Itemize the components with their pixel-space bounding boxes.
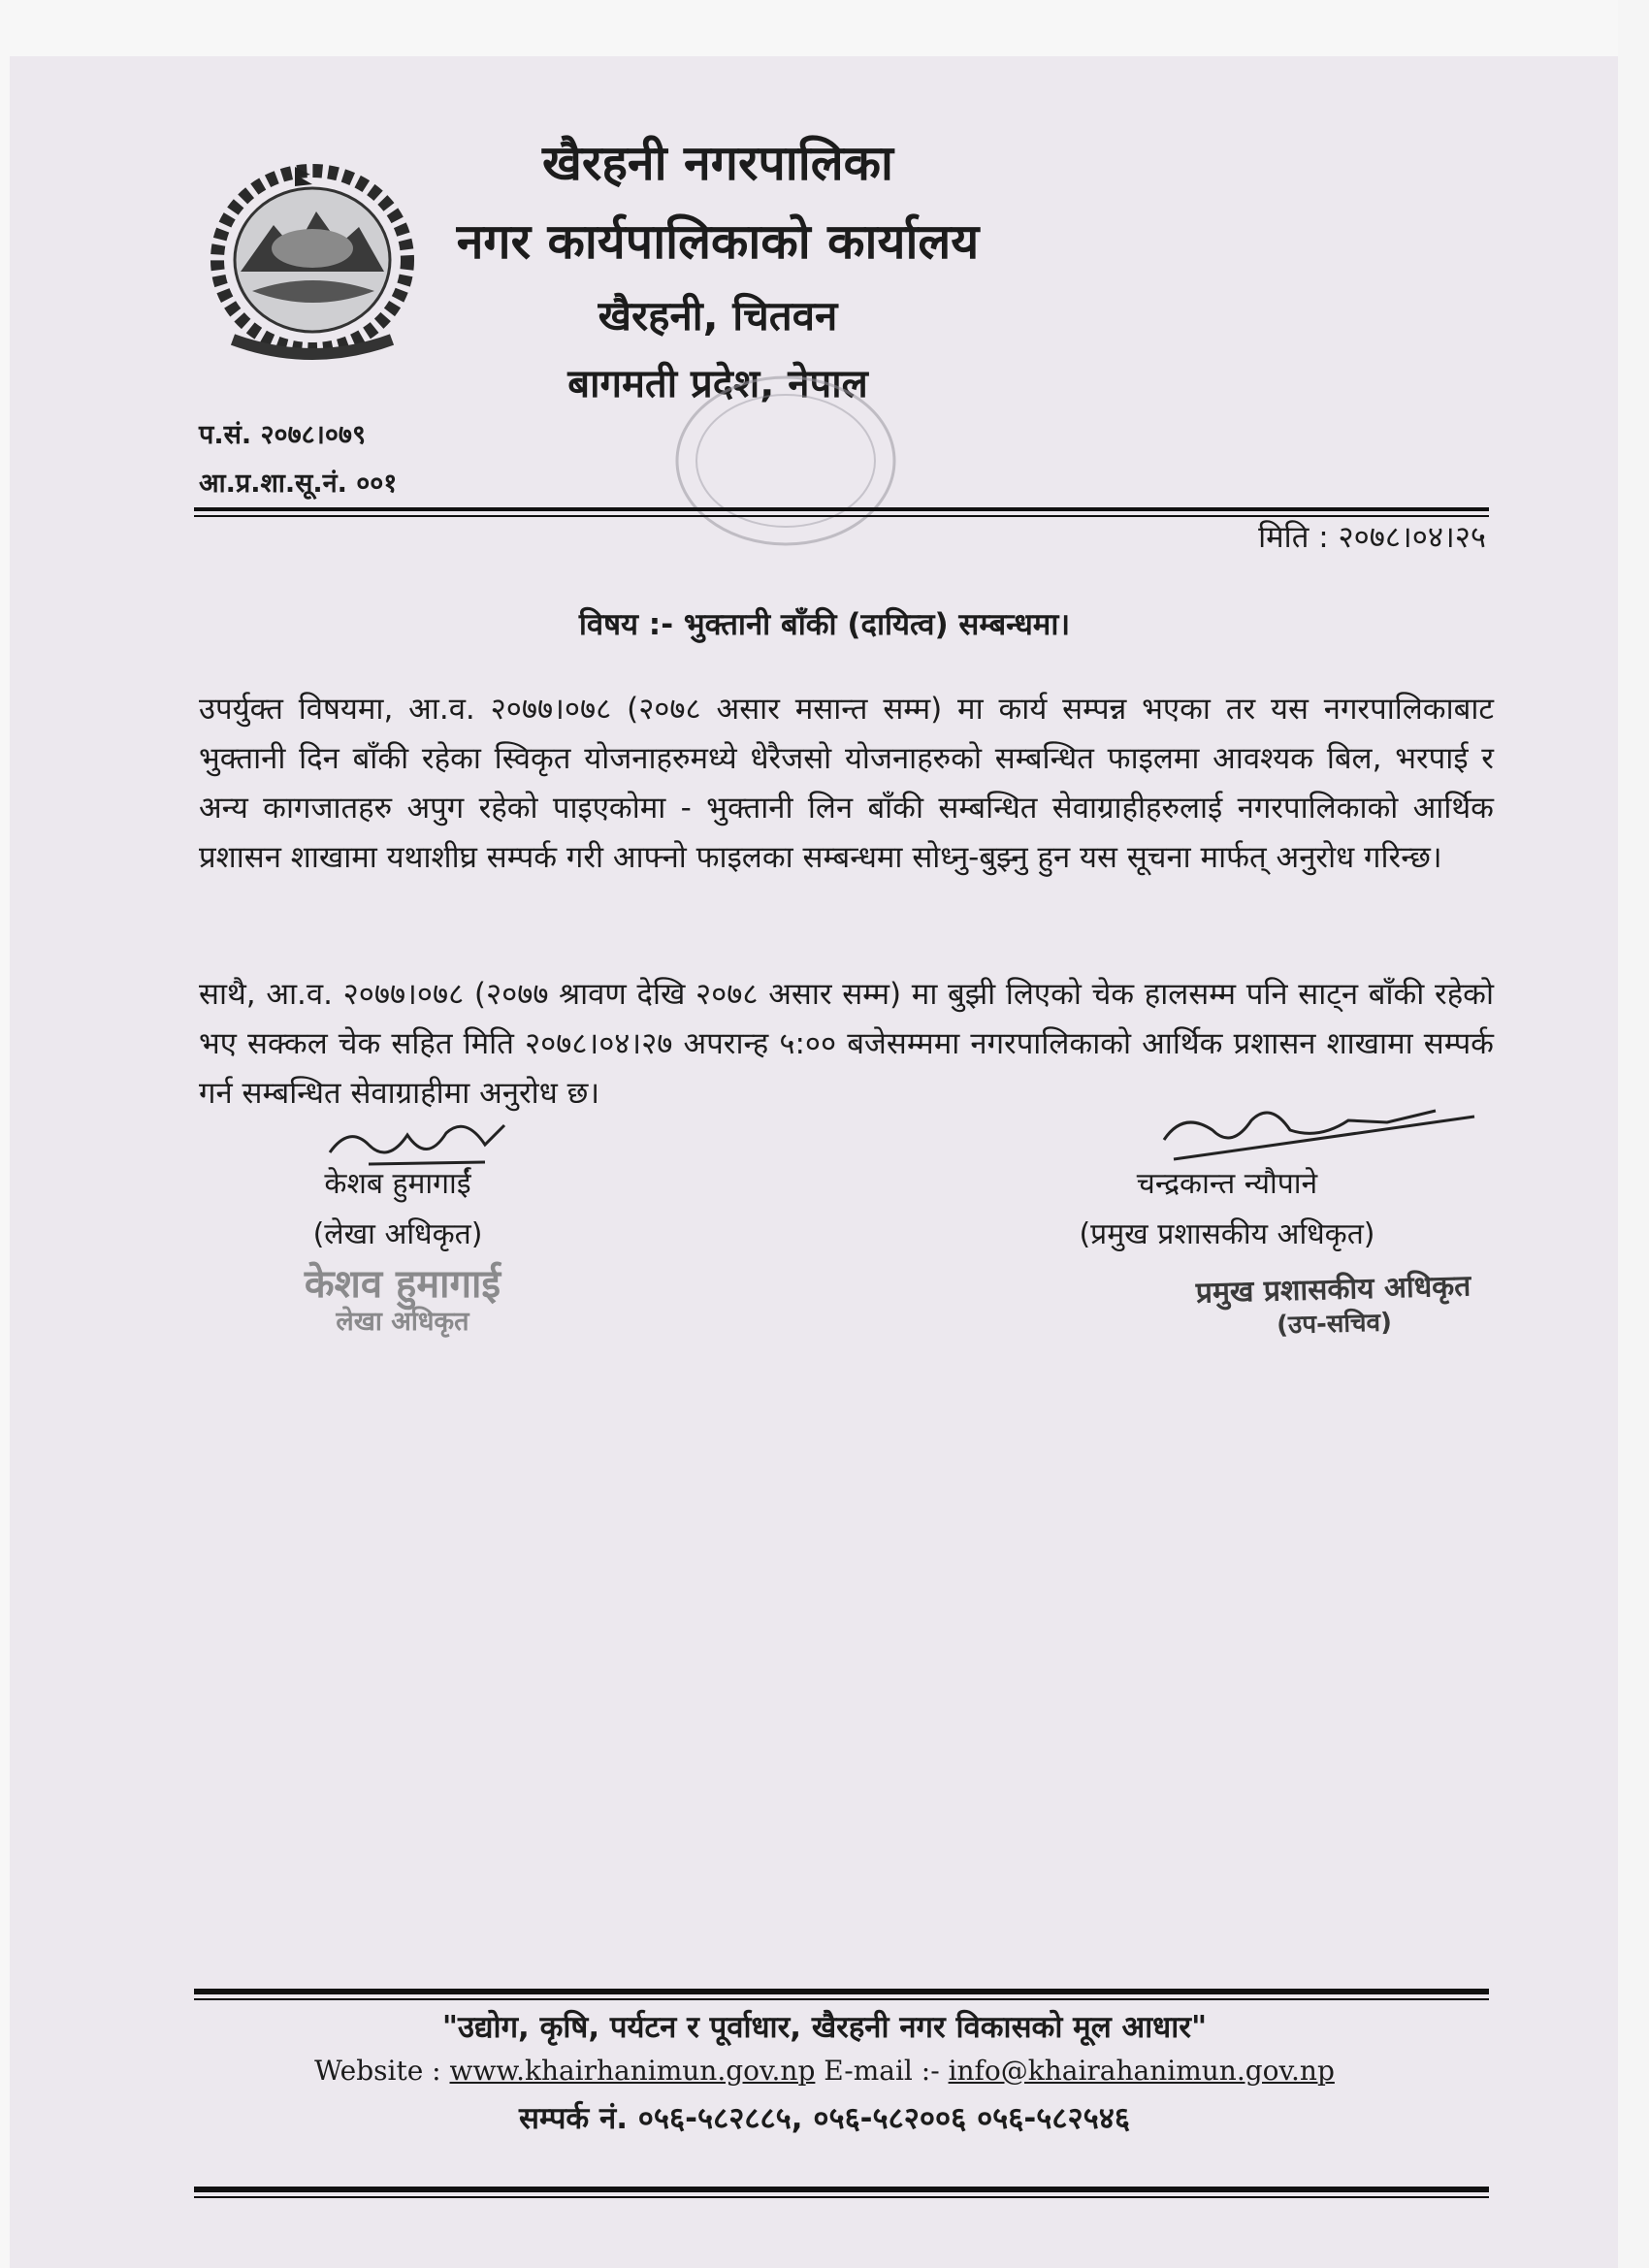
- org-name: खैरहनी नगरपालिका: [542, 135, 893, 191]
- signatory-right: [1043, 1159, 1411, 1260]
- website-label: Website :: [314, 2055, 450, 2087]
- stamp-right-subtitle: (उप-सचिव): [1276, 1308, 1393, 1341]
- province-country: बागमती प्रदेश, नेपाल: [567, 362, 868, 406]
- email-label: E-mail :-: [815, 2055, 949, 2087]
- website-link[interactable]: www.khairhanimun.gov.np: [449, 2055, 816, 2087]
- email-link[interactable]: info@khairahanimun.gov.np: [948, 2055, 1335, 2087]
- footer-contact-web: [0, 2055, 1649, 2087]
- stamp-left-title: लेखा अधिकृत: [336, 1307, 469, 1337]
- signatory-left-title: (लेखा अधिकृत): [312, 1217, 483, 1251]
- footer-phone: सम्पर्क नं. ०५६-५८२८८५, ०५६-५८२००६ ०५६-५८२५४६: [518, 2101, 1131, 2136]
- name-stamp-right: [1187, 1267, 1480, 1343]
- name-stamp-left: [286, 1261, 519, 1337]
- scan-margin-top: [0, 0, 1649, 56]
- letter-date: मिति : २०७८।०४।२५: [1258, 520, 1486, 555]
- signatory-right-title: (प्रमुख प्रशासकीय अधिकृत): [1079, 1217, 1375, 1251]
- signatory-left-name: केशब हुमागाईं: [324, 1167, 471, 1201]
- footer-rule: [194, 1989, 1489, 1994]
- office-seal-icon: [669, 369, 902, 553]
- header-rule: [194, 507, 1489, 511]
- office-name: नगर कार्यपालिकाको कार्यालय: [456, 213, 980, 270]
- bottom-rule-thin: [194, 2196, 1489, 2198]
- letter-subject: विषय :- भुक्तानी बाँकी (दायित्व) सम्बन्धमा।: [578, 607, 1071, 642]
- body-paragraph-1: उपर्युक्त विषयमा, आ.व. २०७७।०७८ (२०७८ असार मसान्त सम्म) मा कार्य सम्पन्न भएका तर यस नगरपालिकाबाट भुक्तानी दिन बाँकी रहेका स्विकृत योजनाहरुमध्ये धेरैजसो योजनाहरुको सम्बन्धित फाइलमा आवश्यक बिल, भरपाई र अन्य कागजातहरु अपुग रहेको पाइएकोमा - भुक्तानी लिन बाँकी सम्बन्धित सेवाग्राहीहरुलाई नगरपालिकाको आर्थिक प्रशासन शाखामा यथाशीघ्र सम्पर्क गरी आफ्नो फाइलका सम्बन्धमा सोध्नु-बुझ्नु हुन यस सूचना मार्फत् अनुरोध गरिन्छ।: [199, 692, 1494, 875]
- stamp-left-name: केशव हुमागाई: [304, 1262, 501, 1307]
- letter-number: प.सं. २०७८।०७९: [199, 420, 367, 450]
- footer-rule-thin: [194, 1998, 1489, 2000]
- stamp-right-title: प्रमुख प्रशासकीय अधिकृत: [1195, 1269, 1471, 1311]
- signatory-left: [291, 1159, 504, 1260]
- serial-number: आ.प्र.शा.सू.नं. ००१: [199, 469, 398, 499]
- body-paragraph-2: साथै, आ.व. २०७७।०७८ (२०७७ श्रावण देखि २०७८ असार सम्म) मा बुझी लिएको चेक हालसम्म पनि साट्न बाँकी रहेको भए सक्कल चेक सहित मिति २०७८।०४।२७ अपरान्ह ५:०० बजेसम्ममा नगरपालिकाको आर्थिक प्रशासन शाखामा सम्पर्क गर्न सम्बन्धित सेवाग्राहीमा अनुरोध छ।: [199, 977, 1494, 1111]
- scan-margin-right: [1618, 0, 1649, 2268]
- office-location: खैरहनी, चितवन: [598, 292, 838, 340]
- signatory-right-name: चन्द्रकान्त न्यौपाने: [1136, 1167, 1318, 1201]
- footer-motto: "उद्योग, कृषि, पर्यटन र पूर्वाधार, खैरहनी नगर विकासको मूल आधार": [441, 2010, 1208, 2045]
- bottom-rule: [194, 2187, 1489, 2192]
